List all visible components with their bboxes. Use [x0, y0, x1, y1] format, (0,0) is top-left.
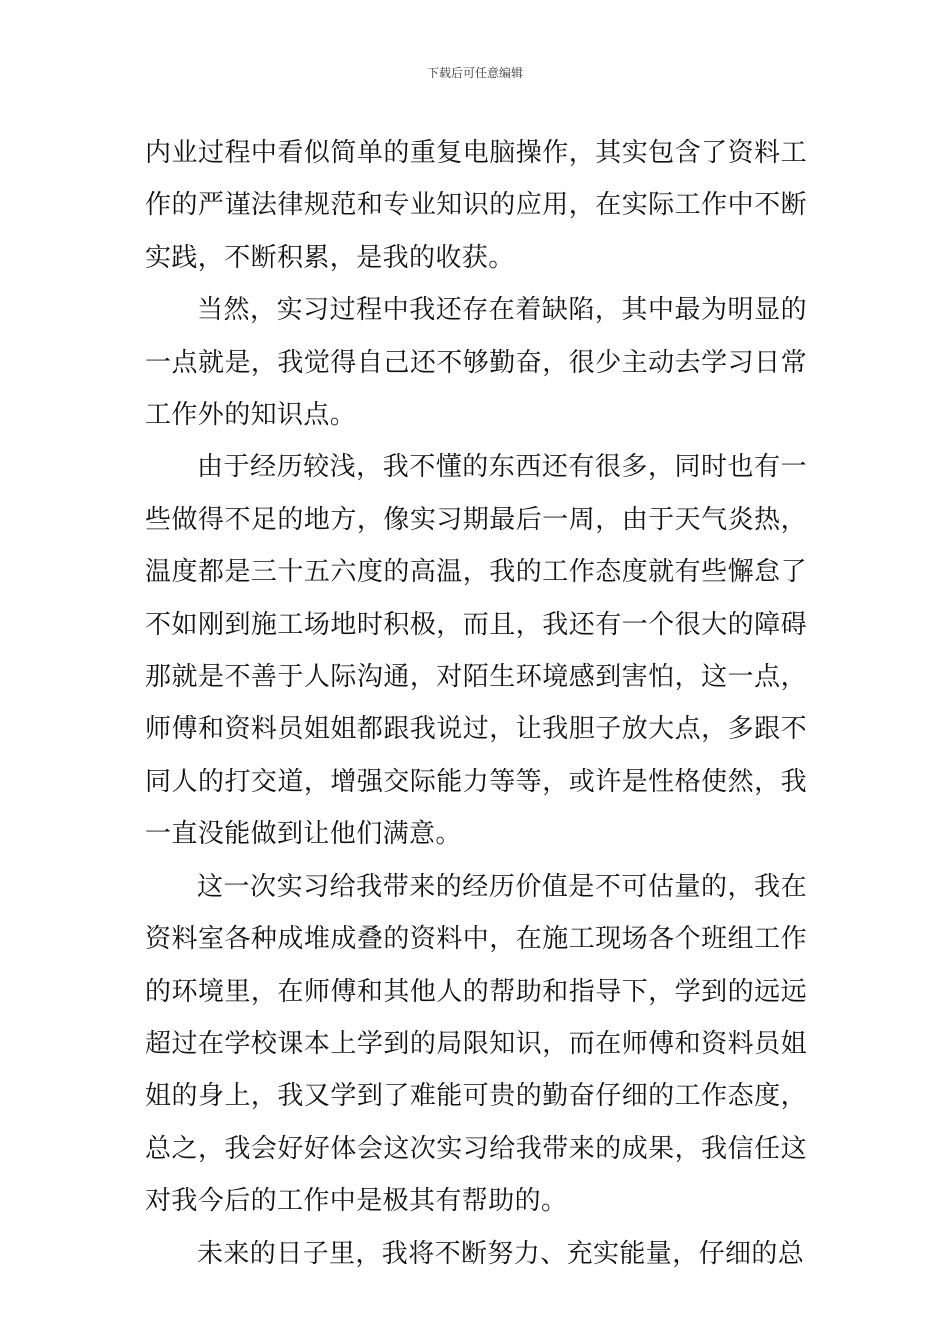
paragraph-2: 当然，实习过程中我还存在着缺陷，其中最为明显的一点就是，我觉得自己还不够勤奋，很少主动去学习日常工作外的知识点。: [145, 295, 807, 431]
paragraph-5: 未来的日子里，我将不断努力、充实能量，仔细的总: [197, 1238, 805, 1269]
paragraph-1: 内业过程中看似简单的重复电脑操作，其实包含了资料工作的严谨法律规范和专业知识的应用，在实际工作中不断实践，不断积累，是我的收获。: [145, 138, 807, 273]
paragraph-4: 这一次实习给我带来的经历价值是不可估量的，我在资料室各种成堆成叠的资料中，在施工现场各个班组工作的环境里，在师傅和其他人的帮助和指导下，学到的远远超过在学校课本上学到的局限知识，而在师傅和资料员姐姐的身上，我又学到了难能可贵的勤奋仔细的工作态度，总之，我会好好体会这次实习给我带来的成果，我信任这对我今后的工作中是极其有帮助的。: [145, 871, 807, 1217]
document-body: [145, 127, 807, 1280]
page-header: 下载后可任意编辑: [426, 66, 523, 80]
paragraph-3: 由于经历较浅，我不懂的东西还有很多，同时也有一些做得不足的地方，像实习期最后一周，由于天气炎热，温度都是三十五六度的高温，我的工作态度就有些懈怠了不如刚到施工场地时积极，而且，我还有一个很大的障碍那就是不善于人际沟通，对陌生环境感到害怕，这一点，师傅和资料员姐姐都跟我说过，让我胆子放大点，多跟不同人的打交道，增强交际能力等等，或许是性格使然，我一直没能做到让他们满意。: [145, 452, 807, 850]
